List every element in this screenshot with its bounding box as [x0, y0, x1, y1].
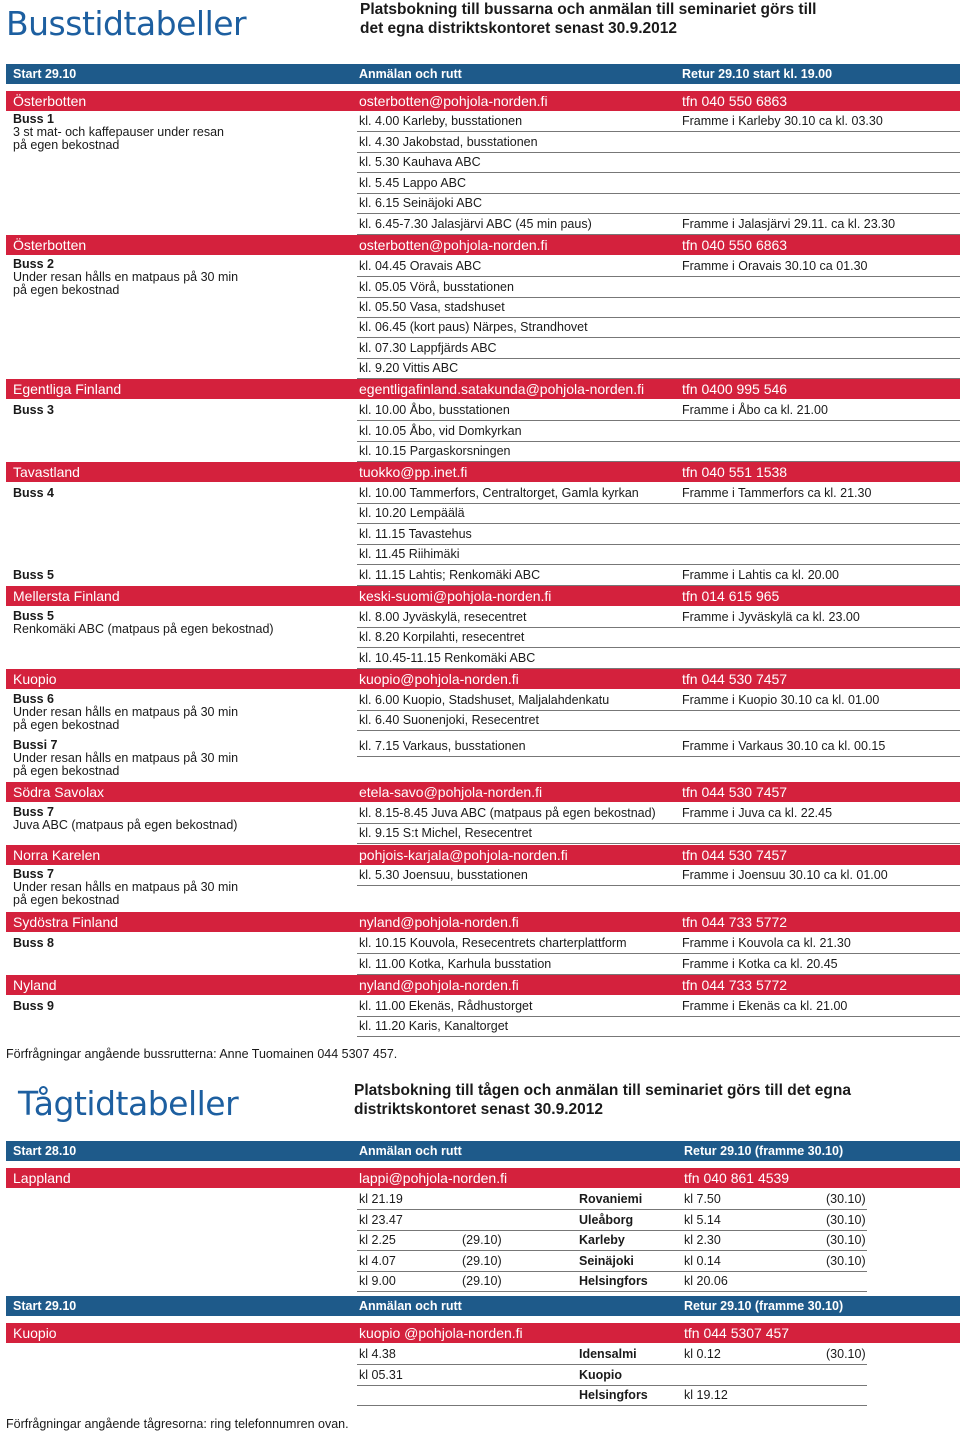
- bus-info: [13, 258, 238, 297]
- row-divider: [357, 441, 960, 442]
- region-email[interactable]: nyland@pohjola-norden.fi: [359, 914, 519, 930]
- region-phone: tfn 044 733 5772: [682, 977, 788, 993]
- stop-departure: kl. 04.45 Oravais ABC: [359, 259, 482, 273]
- bus-register-label: Anmälan och rutt: [359, 67, 462, 81]
- region-bar: [6, 782, 960, 802]
- stop-departure: kl. 9.20 Vittis ABC: [359, 361, 459, 375]
- stop-departure: kl. 11.00 Kotka, Karhula busstation: [359, 957, 552, 971]
- bus-number: Buss 1: [13, 112, 54, 126]
- stop-return: Framme i Tammerfors ca kl. 21.30: [682, 486, 872, 500]
- bus-number: Buss 2: [13, 257, 54, 271]
- stop-departure: kl. 11.15 Tavastehus: [359, 527, 472, 541]
- region-bar: [6, 379, 960, 399]
- row-divider: [357, 1385, 867, 1386]
- stop-return: Framme i Kouvola ca kl. 21.30: [682, 936, 851, 950]
- stop-departure: kl. 4.00 Karleby, busstationen: [359, 114, 523, 128]
- train-rdate: (30.10): [826, 1192, 866, 1206]
- row-divider: [357, 276, 960, 277]
- row-divider: [357, 297, 960, 298]
- region-email[interactable]: tuokko@pp.inet.fi: [359, 464, 468, 480]
- train-rdate: (30.10): [826, 1347, 866, 1361]
- row-divider: [357, 213, 960, 214]
- row-divider: [357, 1271, 867, 1272]
- region-bar: [6, 975, 960, 995]
- stop-departure: kl. 6.45-7.30 Jalasjärvi ABC (45 min paus): [359, 217, 592, 231]
- stop-departure: kl. 10.00 Åbo, busstationen: [359, 403, 510, 417]
- bus-number: Buss 7: [13, 805, 54, 819]
- train-headline: [354, 1081, 851, 1119]
- row-divider: [357, 172, 960, 173]
- train-station: Rovaniemi: [579, 1192, 643, 1206]
- region-bar: [6, 462, 960, 482]
- stop-departure: kl. 10.15 Pargaskorsningen: [359, 444, 511, 458]
- row-divider: [357, 730, 960, 731]
- train-dep: kl 4.07: [359, 1253, 396, 1268]
- train-dep: kl 05.31: [359, 1367, 403, 1382]
- stop-departure: kl. 5.30 Kauhava ABC: [359, 155, 481, 169]
- region-email[interactable]: osterbotten@pohjola-norden.fi: [359, 93, 548, 109]
- row-divider: [357, 1209, 867, 1210]
- stop-return: Framme i Karleby 30.10 ca kl. 03.30: [682, 114, 883, 128]
- row-divider: [357, 1364, 867, 1365]
- row-divider: [357, 564, 960, 565]
- bus-info: [13, 113, 224, 152]
- region-bar: [6, 1323, 960, 1343]
- stop-return: Framme i Juva ca kl. 22.45: [682, 806, 833, 820]
- region-email[interactable]: lappi@pohjola-norden.fi: [359, 1170, 508, 1186]
- row-divider: [357, 756, 960, 757]
- region-bar: [6, 91, 960, 111]
- stop-departure: kl. 7.15 Varkaus, busstationen: [359, 739, 526, 753]
- region-name: Norra Karelen: [13, 847, 101, 863]
- train-arr: kl 20.06: [684, 1274, 728, 1288]
- row-divider: [357, 843, 960, 844]
- train-station: Karleby: [579, 1233, 625, 1247]
- stop-departure: kl. 10.15 Kouvola, Resecentrets charterplattform: [359, 936, 627, 950]
- bus-number: Buss 4: [13, 486, 54, 500]
- bus-note: Under resan hålls en matpaus på 30 min: [13, 270, 239, 284]
- region-email[interactable]: kuopio@pohjola-norden.fi: [359, 671, 519, 687]
- stop-departure: kl. 5.30 Joensuu, busstationen: [359, 868, 528, 882]
- train-arr: kl 2.30: [684, 1233, 721, 1247]
- region-name: Sydöstra Finland: [13, 914, 119, 930]
- region-phone: tfn 0400 995 546: [682, 381, 788, 397]
- bus-info: [13, 739, 238, 778]
- region-name: Kuopio: [13, 1325, 57, 1341]
- train-timetable-title: Tågtidtabeller: [18, 1084, 239, 1123]
- train-dep: kl 23.47: [359, 1212, 403, 1227]
- train-footnote: Förfrågningar angående tågresorna: ring telefonnumren ovan.: [6, 1417, 349, 1431]
- region-email[interactable]: egentligafinland.satakunda@pohjola-norden.fi: [359, 381, 645, 397]
- region-email[interactable]: kuopio @pohjola-norden.fi: [359, 1325, 523, 1341]
- stop-return: Framme i Jalasjärvi 29.11. ca kl. 23.30: [682, 217, 896, 231]
- bus-note: på egen bekostnad: [13, 718, 120, 732]
- train-station: Helsingfors: [579, 1274, 648, 1288]
- bus-number: Buss 9: [13, 999, 54, 1013]
- bus-note: på egen bekostnad: [13, 283, 120, 297]
- train-start-label: Start 28.10: [13, 1144, 77, 1158]
- stop-departure: kl. 6.15 Seinäjoki ABC: [359, 196, 482, 210]
- region-name: Södra Savolax: [13, 784, 105, 800]
- bus-start-label: Start 29.10: [13, 67, 77, 81]
- row-divider: [357, 420, 960, 421]
- stop-departure: kl. 6.00 Kuopio, Stadshuset, Maljalahdenkatu: [359, 693, 610, 707]
- train-arr: kl 0.12: [684, 1347, 721, 1361]
- bus-footnote: Förfrågningar angående bussrutterna: Anne Tuomainen 044 5307 457.: [6, 1047, 398, 1061]
- region-name: Kuopio: [13, 671, 57, 687]
- bus-note: 3 st mat- och kaffepauser under resan: [13, 125, 224, 139]
- bus-headline-line: Platsbokning till bussarna och anmälan till seminariet görs till: [360, 1, 817, 18]
- row-divider: [357, 1230, 867, 1231]
- region-name: Mellersta Finland: [13, 588, 120, 604]
- bus-note: på egen bekostnad: [13, 138, 120, 152]
- bus-return-label: Retur 29.10 start kl. 19.00: [682, 67, 833, 81]
- train-arr: kl 19.12: [684, 1388, 728, 1402]
- stop-departure: kl. 05.05 Vörå, busstationen: [359, 280, 514, 294]
- bus-note: Juva ABC (matpaus på egen bekostnad): [13, 818, 238, 832]
- stop-return: Framme i Kuopio 30.10 ca kl. 01.00: [682, 693, 880, 707]
- bus-number: Bussi 7: [13, 738, 58, 752]
- train-station: Uleåborg: [579, 1212, 634, 1227]
- stop-departure: kl. 11.20 Karis, Kanaltorget: [359, 1019, 509, 1033]
- row-divider: [357, 1405, 867, 1406]
- train-header-bar: [6, 1141, 960, 1161]
- stop-departure: kl. 8.15-8.45 Juva ABC (matpaus på egen bekostnad): [359, 806, 656, 820]
- bus-number: Buss 8: [13, 936, 54, 950]
- bus-timetable-title: Busstidtabeller: [6, 4, 247, 43]
- row-divider: [357, 378, 960, 379]
- region-phone: tfn 040 550 6863: [682, 237, 788, 253]
- bus-note: Under resan hålls en matpaus på 30 min: [13, 705, 239, 719]
- region-bar: [6, 845, 960, 865]
- stop-return: Framme i Jyväskylä ca kl. 23.00: [682, 610, 860, 624]
- train-register-label: Anmälan och rutt: [359, 1299, 462, 1313]
- bus-headline: [360, 0, 817, 38]
- train-return-label: Retur 29.10 (framme 30.10): [684, 1299, 844, 1313]
- bus-info: [13, 806, 237, 832]
- stop-departure: kl. 11.00 Ekenäs, Rådhustorget: [359, 999, 533, 1013]
- stop-return: Framme i Varkaus 30.10 ca kl. 00.15: [682, 739, 886, 753]
- train-arr: kl 5.14: [684, 1212, 721, 1227]
- stop-departure: kl. 9.15 S:t Michel, Resecentret: [359, 826, 532, 840]
- stop-return: Framme i Kotka ca kl. 20.45: [682, 957, 838, 971]
- region-email[interactable]: nyland@pohjola-norden.fi: [359, 977, 519, 993]
- stop-departure: kl. 06.45 (kort paus) Närpes, Strandhovet: [359, 320, 588, 334]
- train-register-label: Anmälan och rutt: [359, 1144, 462, 1158]
- stop-departure: kl. 11.45 Riihimäki: [359, 547, 460, 561]
- row-divider: [357, 544, 960, 545]
- stop-departure: kl. 07.30 Lappfjärds ABC: [359, 341, 497, 355]
- row-divider: [357, 1291, 867, 1292]
- region-email[interactable]: etela-savo@pohjola-norden.fi: [359, 784, 543, 800]
- region-name: Nyland: [13, 977, 57, 993]
- row-divider: [357, 358, 960, 359]
- bus-note: på egen bekostnad: [13, 764, 120, 778]
- region-bar: [6, 235, 960, 255]
- row-divider: [357, 461, 960, 462]
- row-divider: [357, 337, 960, 338]
- bus-headline-line: det egna distriktskontoret senast 30.9.2012: [360, 20, 678, 37]
- stop-departure: kl. 8.20 Korpilahti, resecentret: [359, 630, 525, 644]
- bus-note: Under resan hålls en matpaus på 30 min: [13, 751, 239, 765]
- train-station: Kuopio: [579, 1367, 623, 1382]
- train-station: Seinäjoki: [579, 1253, 634, 1268]
- region-phone: tfn 040 550 6863: [682, 93, 788, 109]
- stop-departure: kl. 10.20 Lempäälä: [359, 506, 465, 520]
- train-headline-line: Platsbokning till tågen och anmälan till seminariet görs till det egna: [354, 1082, 851, 1099]
- region-phone: tfn 014 615 965: [682, 588, 780, 604]
- bus-info: [13, 610, 274, 636]
- train-arr: kl 7.50: [684, 1192, 721, 1206]
- train-date: (29.10): [462, 1253, 502, 1268]
- row-divider: [357, 152, 960, 153]
- region-name: Österbotten: [13, 93, 87, 109]
- region-email[interactable]: keski-suomi@pohjola-norden.fi: [359, 588, 552, 604]
- stop-departure: kl. 11.15 Lahtis; Renkomäki ABC: [359, 568, 541, 582]
- train-start-label: Start 29.10: [13, 1299, 77, 1313]
- train-return-label: Retur 29.10 (framme 30.10): [684, 1144, 844, 1158]
- train-station: Idensalmi: [579, 1347, 637, 1361]
- region-name: Österbotten: [13, 237, 87, 253]
- row-divider: [357, 953, 960, 954]
- row-divider: [357, 1250, 867, 1251]
- bus-note: på egen bekostnad: [13, 893, 120, 907]
- stop-departure: kl. 10.00 Tammerfors, Centraltorget, Gamla kyrkan: [359, 486, 639, 500]
- bus-number: Buss 3: [13, 403, 54, 417]
- train-header-bar: [6, 1296, 960, 1316]
- region-bar: [6, 1168, 960, 1188]
- train-rdate: (30.10): [826, 1233, 866, 1247]
- stop-departure: kl. 10.05 Åbo, vid Domkyrkan: [359, 424, 522, 438]
- stop-return: Framme i Lahtis ca kl. 20.00: [682, 568, 840, 582]
- region-bar: [6, 912, 960, 932]
- stop-departure: kl. 6.40 Suonenjoki, Resecentret: [359, 713, 539, 727]
- region-name: Egentliga Finland: [13, 381, 122, 397]
- region-name: Tavastland: [13, 464, 80, 480]
- stop-departure: kl. 5.45 Lappo ABC: [359, 176, 467, 190]
- region-phone: tfn 044 530 7457: [682, 671, 788, 687]
- stop-return: Framme i Ekenäs ca kl. 21.00: [682, 999, 848, 1013]
- row-divider: [357, 523, 960, 524]
- stop-return: Framme i Oravais 30.10 ca 01.30: [682, 259, 868, 273]
- bus-note: Under resan hålls en matpaus på 30 min: [13, 880, 239, 894]
- region-phone: tfn 044 530 7457: [682, 847, 788, 863]
- region-phone: tfn 044 530 7457: [682, 784, 788, 800]
- train-dep: kl 2.25: [359, 1233, 396, 1247]
- train-dep: kl 21.19: [359, 1192, 403, 1206]
- region-email[interactable]: pohjois-karjala@pohjola-norden.fi: [359, 847, 568, 863]
- row-divider: [357, 503, 960, 504]
- train-rdate: (30.10): [826, 1253, 866, 1268]
- stop-return: Framme i Åbo ca kl. 21.00: [682, 403, 828, 417]
- stop-departure: kl. 05.50 Vasa, stadshuset: [359, 300, 505, 314]
- train-date: (29.10): [462, 1233, 502, 1247]
- train-arr: kl 0.14: [684, 1253, 721, 1268]
- region-name: Lappland: [13, 1170, 71, 1186]
- region-phone: tfn 044 733 5772: [682, 914, 788, 930]
- region-phone: tfn 044 5307 457: [684, 1325, 790, 1341]
- stop-departure: kl. 4.30 Jakobstad, busstationen: [359, 135, 538, 149]
- bus-number: Buss 5: [13, 568, 54, 582]
- region-bar: [6, 669, 960, 689]
- train-date: (29.10): [462, 1274, 502, 1288]
- bus-number: Buss 7: [13, 867, 54, 881]
- row-divider: [357, 585, 960, 586]
- row-divider: [357, 668, 960, 669]
- train-rdate: (30.10): [826, 1212, 866, 1227]
- row-divider: [357, 823, 960, 824]
- row-divider: [357, 317, 960, 318]
- region-bar: [6, 586, 960, 606]
- row-divider: [357, 193, 960, 194]
- row-divider: [357, 974, 960, 975]
- row-divider: [357, 885, 960, 886]
- bus-number: Buss 6: [13, 692, 54, 706]
- train-headline-line: distriktskontoret senast 30.9.2012: [354, 1101, 603, 1118]
- train-dep: kl 4.38: [359, 1347, 396, 1361]
- row-divider: [357, 647, 960, 648]
- region-phone: tfn 040 551 1538: [682, 464, 788, 480]
- region-phone: tfn 040 861 4539: [684, 1170, 790, 1186]
- row-divider: [357, 234, 960, 235]
- train-station: Helsingfors: [579, 1388, 648, 1402]
- bus-header-bar: [6, 64, 960, 84]
- train-dep: kl 9.00: [359, 1274, 396, 1288]
- stop-departure: kl. 10.45-11.15 Renkomäki ABC: [359, 651, 536, 665]
- bus-info: [13, 868, 238, 907]
- stop-return: Framme i Joensuu 30.10 ca kl. 01.00: [682, 868, 888, 882]
- row-divider: [357, 131, 960, 132]
- row-divider: [357, 627, 960, 628]
- row-divider: [357, 1016, 960, 1017]
- row-divider: [357, 1036, 960, 1037]
- bus-note: Renkomäki ABC (matpaus på egen bekostnad): [13, 622, 274, 636]
- stop-departure: kl. 8.00 Jyväskylä, resecentret: [359, 610, 527, 624]
- bus-number: Buss 5: [13, 609, 54, 623]
- bus-info: [13, 693, 238, 732]
- region-email[interactable]: osterbotten@pohjola-norden.fi: [359, 237, 548, 253]
- row-divider: [357, 710, 960, 711]
